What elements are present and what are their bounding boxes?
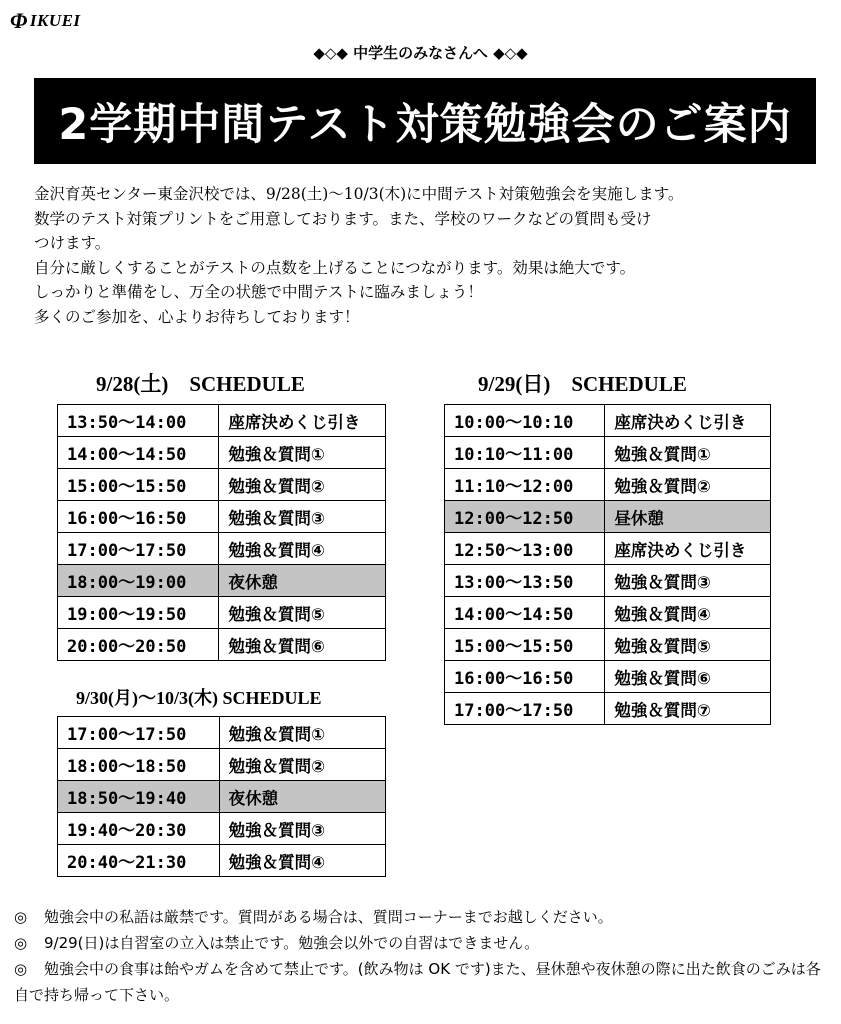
time-cell: 13:50～14:00 xyxy=(58,405,219,437)
table-row xyxy=(58,533,386,565)
activity-cell: 勉強＆質問③ xyxy=(605,565,771,597)
time-cell: 10:00～10:10 xyxy=(445,405,605,437)
time-cell: 17:00～17:50 xyxy=(445,693,605,725)
schedule-heading-weekday: 9/30(月)～10/3(木) SCHEDULE xyxy=(76,688,322,708)
schedule-table-weekday xyxy=(57,716,386,877)
double-circle-icon: ◎ xyxy=(14,934,28,952)
time-cell: 18:50～19:40 xyxy=(58,781,220,813)
note-text: 勉強会中の私語は厳禁です。質問がある場合は、質問コーナーまでお越しください。 xyxy=(44,908,613,926)
table-row xyxy=(58,437,386,469)
time-cell: 17:00～17:50 xyxy=(58,717,220,749)
table-row xyxy=(58,845,386,877)
intro-line: 数学のテスト対策プリントをご用意しております。また、学校のワークなどの質問も受け xyxy=(34,209,652,228)
double-circle-icon: ◎ xyxy=(14,960,28,978)
activity-cell: 勉強＆質問② xyxy=(605,469,771,501)
schedule-table-sat xyxy=(57,404,386,661)
activity-cell: 勉強＆質問⑦ xyxy=(605,693,771,725)
table-row xyxy=(445,469,771,501)
activity-cell: 勉強＆質問⑤ xyxy=(219,597,386,629)
break-row xyxy=(58,781,386,813)
time-cell: 11:10～12:00 xyxy=(445,469,605,501)
time-cell: 14:00～14:50 xyxy=(58,437,219,469)
double-circle-icon: ◎ xyxy=(14,908,28,926)
activity-cell: 座席決めくじ引き xyxy=(219,405,386,437)
logo-symbol: Φ xyxy=(10,8,28,33)
table-row xyxy=(58,597,386,629)
intro-text xyxy=(34,182,834,329)
activity-cell: 勉強＆質問① xyxy=(219,717,385,749)
notes-list xyxy=(14,904,834,1008)
activity-cell: 勉強＆質問① xyxy=(219,437,386,469)
time-cell: 18:00～18:50 xyxy=(58,749,220,781)
intro-line: つけます。 xyxy=(34,234,111,252)
time-cell: 20:00～20:50 xyxy=(58,629,219,661)
schedule-heading-sat: 9/28(土) SCHEDULE xyxy=(96,372,305,396)
table-row xyxy=(58,405,386,437)
activity-cell: 昼休憩 xyxy=(605,501,771,533)
logo-text: IKUEI xyxy=(29,11,81,30)
time-cell: 16:00～16:50 xyxy=(445,661,605,693)
table-row xyxy=(445,565,771,597)
title-banner xyxy=(34,78,816,164)
time-cell: 15:00～15:50 xyxy=(58,469,219,501)
note-item xyxy=(14,956,834,1008)
time-cell: 17:00～17:50 xyxy=(58,533,219,565)
table-row xyxy=(58,469,386,501)
table-row xyxy=(58,813,386,845)
activity-cell: 勉強＆質問⑥ xyxy=(605,661,771,693)
activity-cell: 勉強＆質問④ xyxy=(219,533,386,565)
table-row xyxy=(58,749,386,781)
activity-cell: 勉強＆質問⑥ xyxy=(219,629,386,661)
table-row xyxy=(445,405,771,437)
time-cell: 15:00～15:50 xyxy=(445,629,605,661)
time-cell: 19:40～20:30 xyxy=(58,813,220,845)
intro-line: 自分に厳しくすることがテストの点数を上げることにつながります。効果は絶大です。 xyxy=(34,258,636,277)
time-cell: 13:00～13:50 xyxy=(445,565,605,597)
activity-cell: 勉強＆質問③ xyxy=(219,813,385,845)
activity-cell: 勉強＆質問⑤ xyxy=(605,629,771,661)
activity-cell: 勉強＆質問③ xyxy=(219,501,386,533)
activity-cell: 勉強＆質問② xyxy=(219,749,385,781)
activity-cell: 勉強＆質問② xyxy=(219,469,386,501)
note-text: 9/29(日)は自習室の立入は禁止です。勉強会以外での自習はできません。 xyxy=(44,934,540,952)
table-row xyxy=(445,533,771,565)
note-text: 勉強会中の食事は飴やガムを含めて禁止です。(飲み物は OK です)また、昼休憩や夜休憩の際に出た飲食のごみは各自で持ち帰って下さい。 xyxy=(14,960,821,1004)
table-row xyxy=(445,661,771,693)
time-cell: 18:00～19:00 xyxy=(58,565,219,597)
schedule-heading-sun: 9/29(日) SCHEDULE xyxy=(478,372,687,396)
intro-line: 多くのご参加を、心よりお待ちしております！ xyxy=(34,307,360,326)
table-row xyxy=(445,437,771,469)
time-cell: 20:40～21:30 xyxy=(58,845,220,877)
ikuei-logo xyxy=(10,8,81,34)
page-title: 2学期中間テスト対策勉強会のご案内 xyxy=(58,99,792,150)
table-row xyxy=(58,717,386,749)
table-row xyxy=(58,501,386,533)
time-cell: 12:00～12:50 xyxy=(445,501,605,533)
time-cell: 10:10～11:00 xyxy=(445,437,605,469)
time-cell: 16:00～16:50 xyxy=(58,501,219,533)
break-row xyxy=(445,501,771,533)
time-cell: 14:00～14:50 xyxy=(445,597,605,629)
table-row xyxy=(58,629,386,661)
table-row xyxy=(445,693,771,725)
activity-cell: 夜休憩 xyxy=(219,565,386,597)
intro-line: しっかりと準備をし、万全の状態で中間テストに臨みましょう！ xyxy=(34,283,483,301)
activity-cell: 勉強＆質問④ xyxy=(605,597,771,629)
subheading: ◆◇◆ 中学生のみなさんへ ◆◇◆ xyxy=(313,44,528,62)
time-cell: 19:00～19:50 xyxy=(58,597,219,629)
time-cell: 12:50～13:00 xyxy=(445,533,605,565)
note-item xyxy=(14,904,834,930)
activity-cell: 座席決めくじ引き xyxy=(605,405,771,437)
break-row xyxy=(58,565,386,597)
intro-line: 金沢育英センター東金沢校では、9/28(土)～10/3(木)に中間テスト対策勉強会を実施します。 xyxy=(34,185,684,203)
activity-cell: 勉強＆質問④ xyxy=(219,845,385,877)
table-row xyxy=(445,597,771,629)
schedule-table-sun xyxy=(444,404,771,725)
activity-cell: 座席決めくじ引き xyxy=(605,533,771,565)
note-item xyxy=(14,930,834,956)
activity-cell: 夜休憩 xyxy=(219,781,385,813)
activity-cell: 勉強＆質問① xyxy=(605,437,771,469)
table-row xyxy=(445,629,771,661)
